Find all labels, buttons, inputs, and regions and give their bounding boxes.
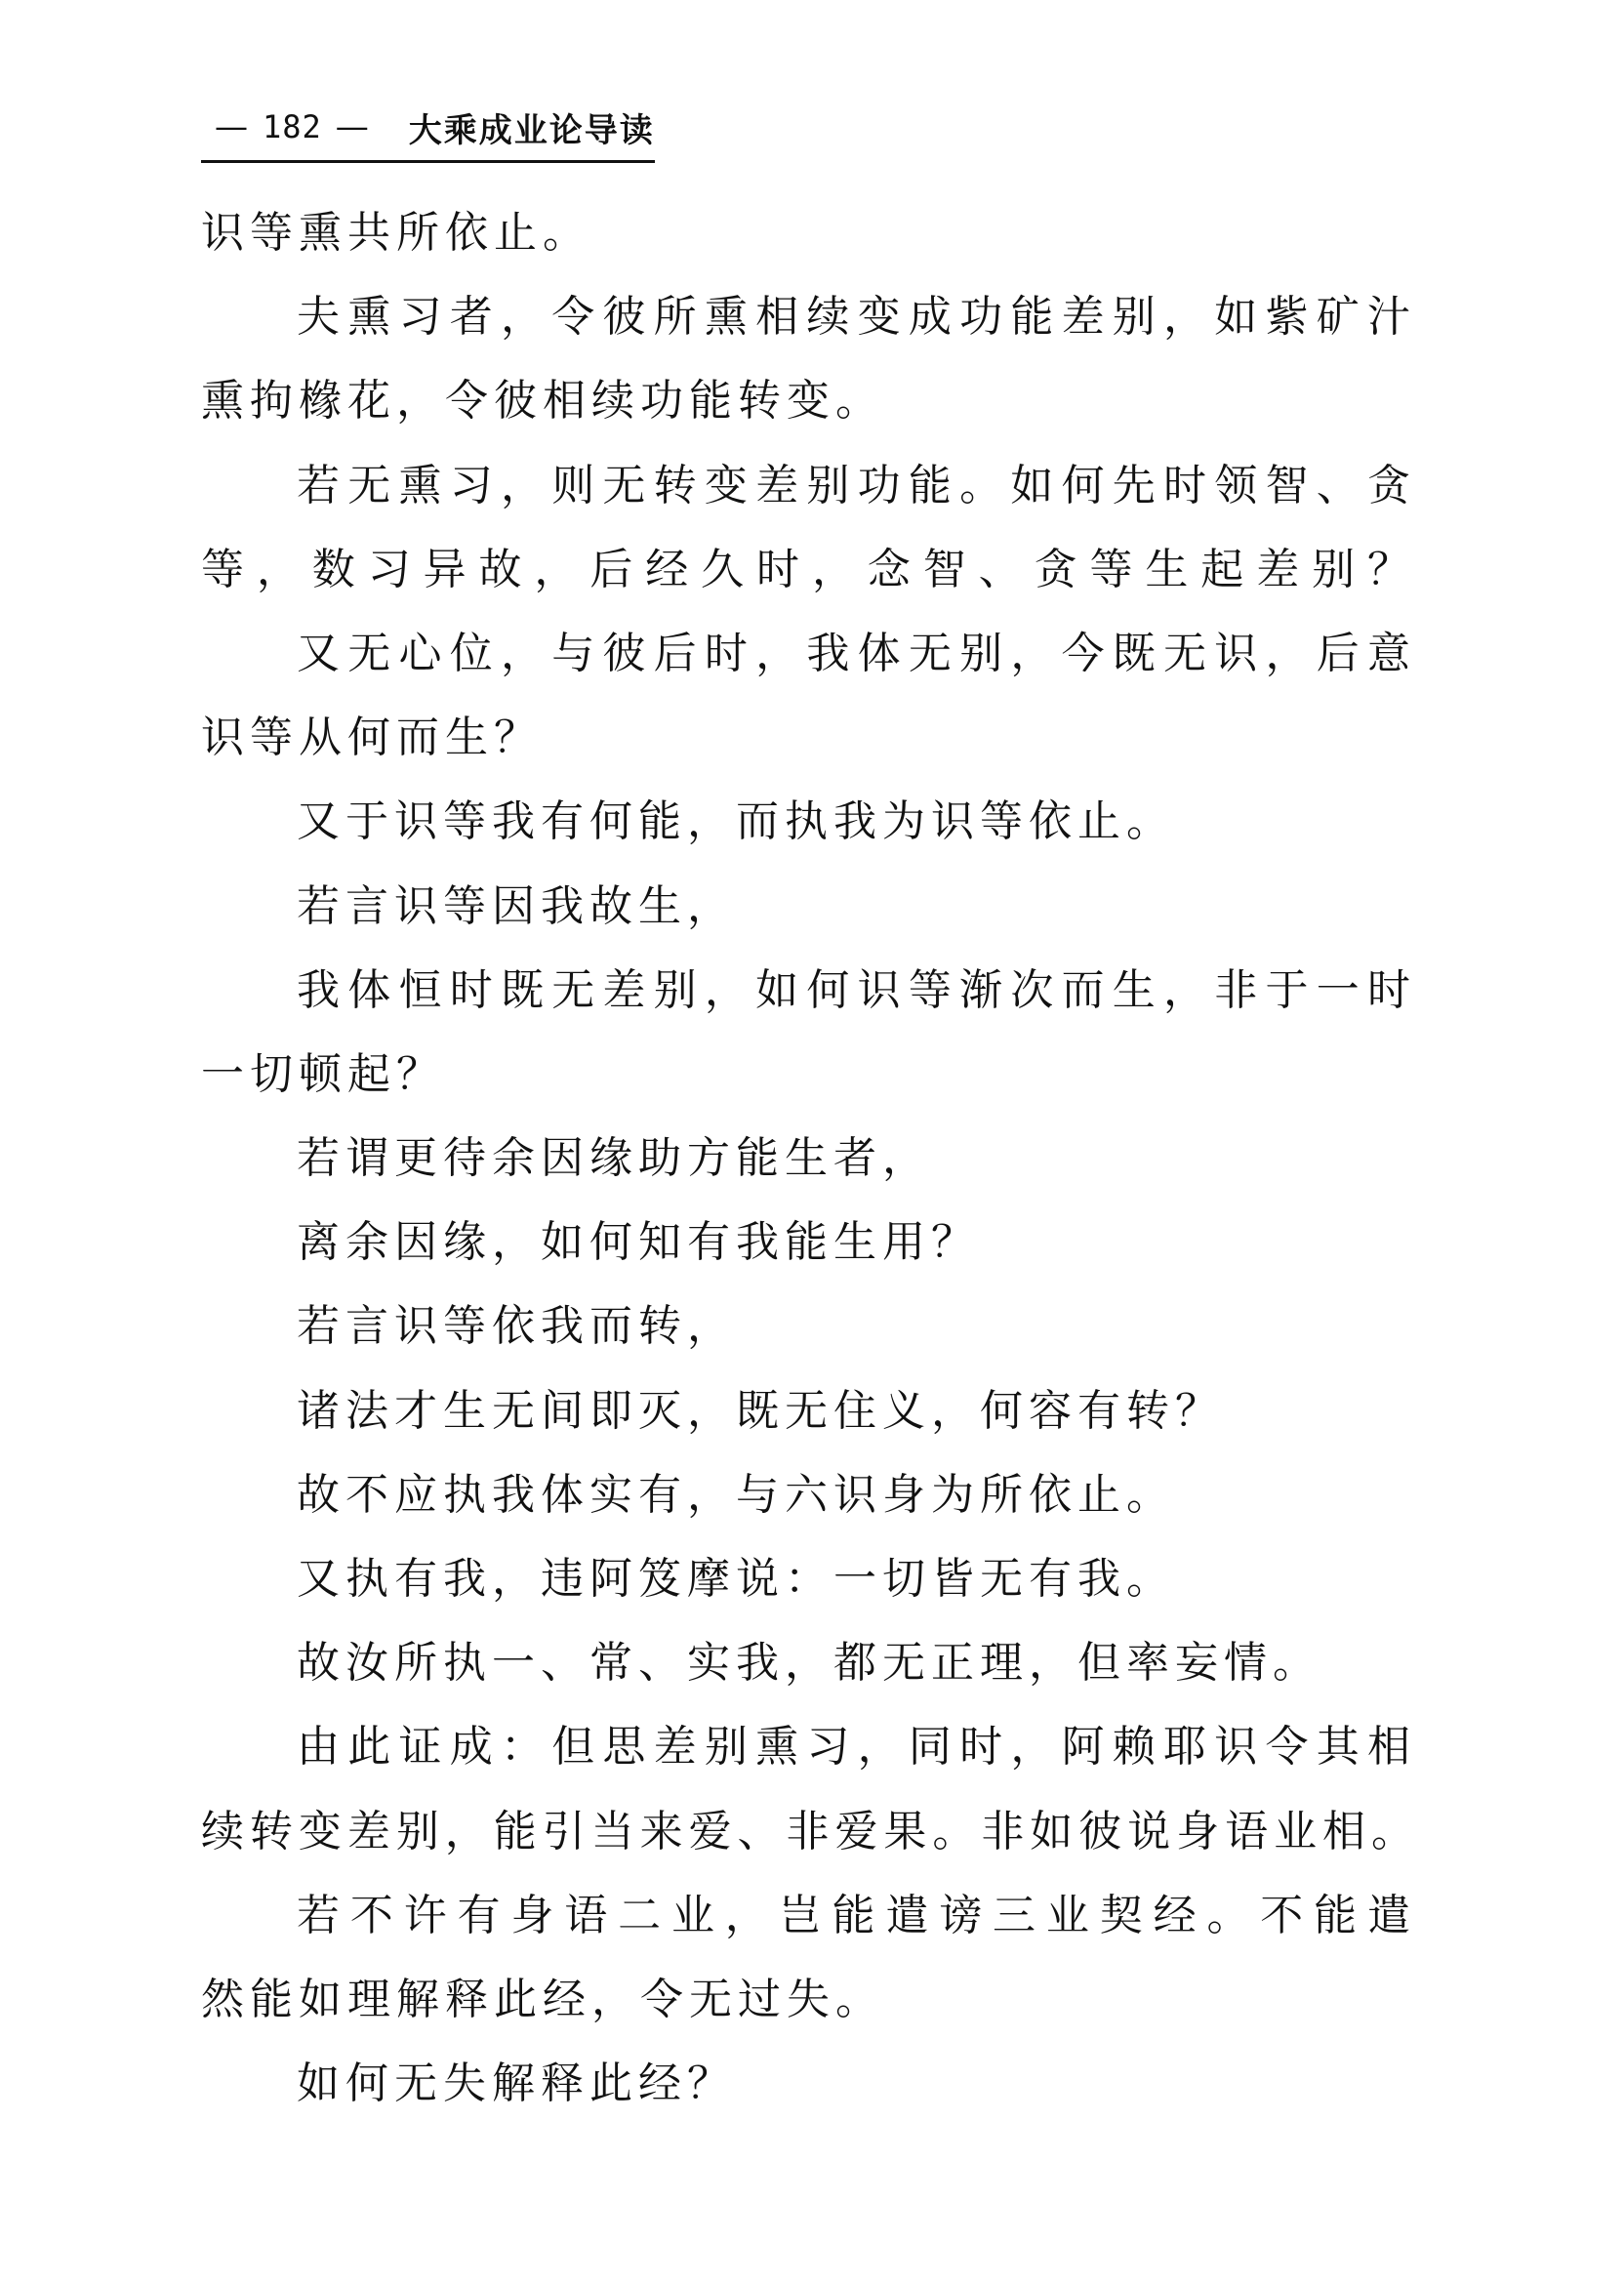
text-line: 由此证成：但思差别熏习，同时，阿赖耶识令其相 [297, 1722, 1416, 1773]
text-line: 我体恒时既无差别，如何识等渐次而生，非于一时 [297, 964, 1416, 1015]
running-header [201, 98, 655, 163]
text-line: 然能如理解释此经，令无过失。 [201, 1974, 884, 2024]
text-line: 续转变差别，能引当来爱、非爱果。非如彼说身语业相。 [201, 1806, 1416, 1856]
text-line: 识等从何而生？ [201, 713, 543, 763]
text-line: 又于识等我有何能，而执我为识等依止。 [297, 796, 1175, 847]
text-line: 故汝所执一、常、实我，都无正理，但率妄情。 [297, 1638, 1321, 1689]
text-line: 若不许有身语二业，岂能遣谤三业契经。不能遣 [297, 1890, 1416, 1940]
text-line: 熏拘橼花，令彼相续功能转变。 [201, 376, 884, 427]
text-line: 故不应执我体实有，与六识身为所依止。 [297, 1469, 1175, 1520]
page-number: 182 [263, 108, 322, 145]
book-title: 大乘成业论导读 [408, 110, 655, 150]
text-line: 如何无失解释此经？ [297, 2059, 736, 2109]
header-dash-right: — [335, 107, 370, 146]
text-line: 等，数习异故，后经久时，念智、贪等生起差别？ [201, 544, 1416, 594]
text-line: 若无熏习，则无转变差别功能。如何先时领智、贪 [297, 460, 1416, 510]
header-dash-left: — [215, 107, 249, 146]
text-line: 夫熏习者，令彼所熏相续变成功能差别，如紫矿汁 [297, 292, 1416, 343]
text-line: 一切顿起？ [201, 1048, 445, 1099]
text-line: 又执有我，违阿笈摩说：一切皆无有我。 [297, 1554, 1175, 1604]
text-line: 识等熏共所依止。 [201, 208, 591, 258]
text-line: 若谓更待余因缘助方能生者， [297, 1133, 931, 1184]
page-body [201, 191, 1416, 2126]
text-line: 若言识等因我故生， [297, 880, 736, 931]
text-line: 诸法才生无间即灭，既无住义，何容有转？ [297, 1385, 1224, 1436]
text-line: 若言识等依我而转， [297, 1301, 736, 1352]
text-line: 又无心位，与彼后时，我体无别，今既无识，后意 [297, 628, 1416, 678]
text-line: 离余因缘，如何知有我能生用？ [297, 1217, 980, 1268]
